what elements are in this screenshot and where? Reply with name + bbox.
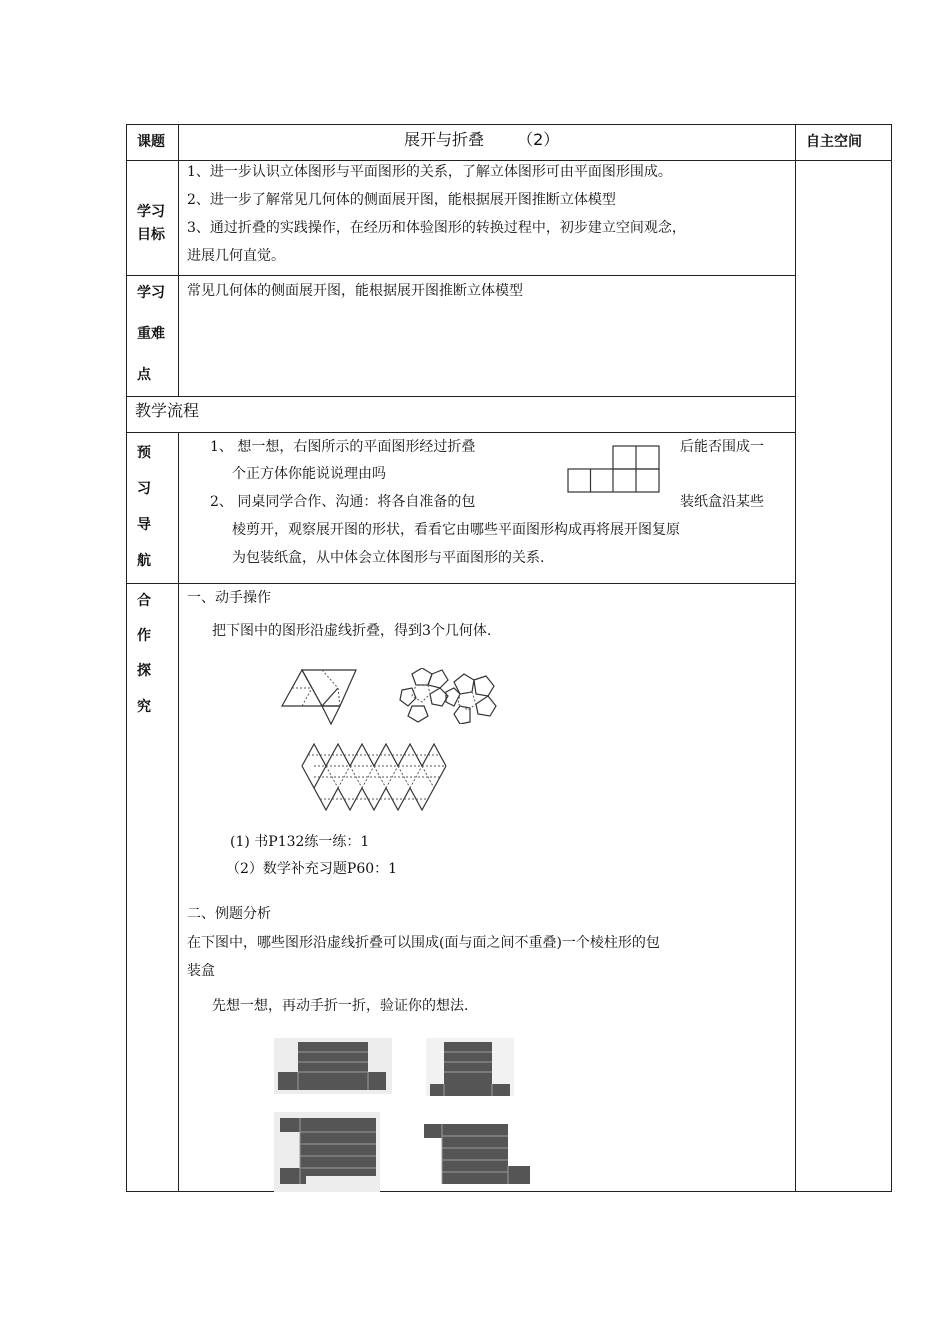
preview-label-4: 航 — [137, 553, 151, 569]
explore-label-4: 究 — [137, 699, 151, 715]
objective-line-2: 2、进一步了解常见几何体的侧面展开图，能根据展开图推断立体模型 — [187, 192, 616, 208]
page-title — [404, 130, 559, 150]
rule-difficulty-bottom — [126, 396, 795, 397]
objective-line-1: 1、进一步认识立体图形与平面图形的关系，了解立体图形可由平面图形围成。 — [187, 164, 672, 180]
prism-net-a — [274, 1038, 392, 1094]
rule-header-bottom — [126, 160, 892, 161]
section2-line-3: 先想一想，再动手折一折，验证你的想法. — [212, 998, 469, 1014]
rule-right — [891, 124, 892, 1192]
difficulty-label-2: 重难 — [137, 326, 165, 342]
title-number: （2） — [517, 130, 560, 149]
rule-bottom — [126, 1191, 892, 1192]
rule-top — [126, 124, 892, 125]
rule-side-col — [795, 124, 796, 1192]
prism-net-c — [274, 1112, 380, 1192]
icosahedron-net-figure — [300, 742, 450, 812]
rule-objectives-bottom — [126, 275, 795, 276]
preview-item1-a: 1、 想一想，右图所示的平面图形经过折叠 — [210, 439, 476, 455]
section2-line-2: 装盒 — [187, 963, 215, 979]
section2-line-1: 在下图中，哪些图形沿虚线折叠可以围成(面与面之间不重叠)一个棱柱形的包 — [187, 935, 660, 951]
preview-item1-b: 后能否围成一 — [680, 439, 764, 455]
exercise-2: （2）数学补充习题P60：1 — [226, 861, 398, 877]
explore-label-2: 作 — [137, 628, 151, 644]
preview-item2-line2: 棱剪开，观察展开图的形状，看看它由哪些平面图形构成再将展开图复原 — [232, 522, 680, 538]
rule-flow-bottom — [126, 432, 795, 433]
section1-title: 一、动手操作 — [187, 590, 271, 606]
prism-net-b — [426, 1038, 514, 1096]
preview-item2-a: 2、 同桌同学合作、沟通：将各自准备的包 — [210, 494, 476, 510]
objective-line-4: 进展几何直觉。 — [187, 248, 285, 264]
preview-label-1: 预 — [137, 445, 151, 461]
difficulty-label-3: 点 — [137, 367, 151, 383]
objectives-label-1: 学习 — [137, 204, 165, 220]
rule-label-col-a — [178, 124, 179, 397]
exercise-1: (1) 书P132练一练：1 — [230, 834, 370, 850]
objectives-label-2: 目标 — [137, 227, 165, 243]
preview-item2-b: 装纸盒沿某些 — [680, 494, 764, 510]
explore-label-1: 合 — [137, 593, 151, 609]
explore-label-3: 探 — [137, 663, 151, 679]
preview-item1-line2: 个正方体你能说说理由吗 — [232, 466, 386, 482]
preview-item2-line3: 为包装纸盒，从中体会立体图形与平面图形的关系. — [232, 550, 545, 566]
difficulty-text: 常见几何体的侧面展开图，能根据展开图推断立体模型 — [187, 283, 523, 299]
difficulty-label-1: 学习 — [137, 285, 165, 301]
rule-left — [126, 124, 127, 1192]
title-text: 展开与折叠 — [404, 130, 485, 149]
rule-label-col-b — [178, 432, 179, 1192]
subject-label: 课题 — [137, 134, 165, 150]
preview-label-3: 导 — [137, 517, 151, 533]
objective-line-3: 3、通过折叠的实践操作，在经历和体验图形的转换过程中，初步建立空间观念， — [187, 220, 686, 236]
triangle-net-figure — [280, 668, 360, 728]
pentagon-net-figure — [398, 668, 500, 724]
section2-title: 二、例题分析 — [187, 906, 271, 922]
rule-preview-bottom — [126, 583, 795, 584]
section1-text: 把下图中的图形沿虚线折叠，得到3个几何体. — [212, 623, 492, 639]
flow-title: 教学流程 — [135, 401, 200, 420]
side-space-label: 自主空间 — [806, 134, 862, 150]
preview-label-2: 习 — [137, 481, 151, 497]
prism-net-d — [422, 1120, 532, 1186]
cube-net-figure — [566, 445, 662, 494]
